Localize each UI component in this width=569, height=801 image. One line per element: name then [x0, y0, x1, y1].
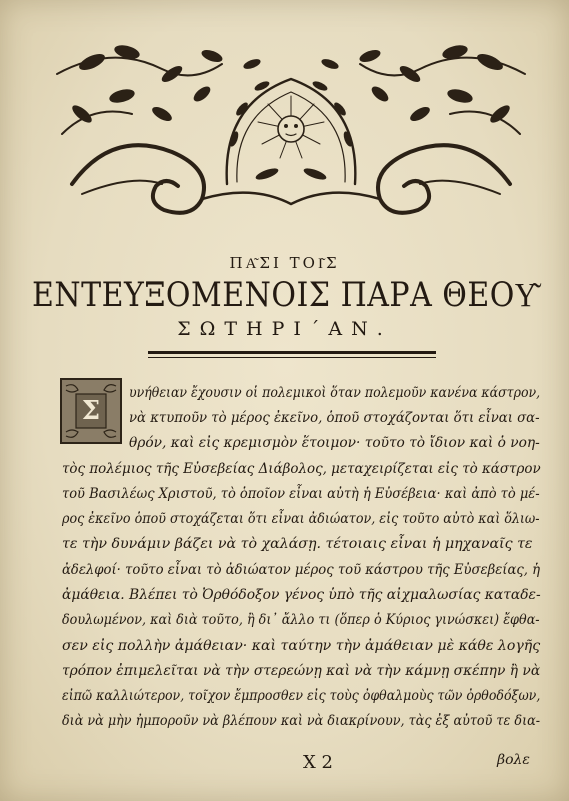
double-rule-thin [148, 357, 436, 358]
text-line: τε τὴν δυνάμιν βάζει νὰ τὸ χαλάσῃ. τέτοιαις εἶναι ἡ μηχαναῖς τε [62, 536, 533, 552]
dedication-line-1: ΠΑ͂ΣΙ ΤΟΙ͂Σ [229, 254, 340, 272]
text-line: εἰπῶ καλλιώτερον, τοῖχον ἔμπροσθεν εἰς τοὺς ὀφθαλμοὺς τῶν ὀρθοδόξων, [62, 688, 541, 704]
dedication-title: ΕΝΤΕΥΞΟΜΕΝΟΙΣ ΠΑΡΑ ΘΕΟΥ͂ [31, 276, 538, 316]
text-line: δουλωμένον, καὶ διὰ τοῦτο, ἢ δι᾽ ἄλλο τι (ὅπερ ὁ Κύριος γινώσκει) ἔφθα- [62, 612, 540, 628]
floral-sun-headpiece-ornament [52, 34, 530, 220]
text-line: ἀδελφοί· τοῦτο εἶναι τὸ ἀδιώατον μέρος τοῦ κάστρου τῆς Εὐσεβείας, ἡ [62, 562, 541, 578]
catchword: βολε [497, 752, 530, 768]
text-line: σεν εἰς πολλὴν ἀμάθειαν· καὶ ταύτην τὴν ἀμάθειαν μὲ κάθε λογῆς [62, 638, 541, 654]
text-line: διὰ νὰ μὴν ἠμποροῦν νὰ βλέπουν καὶ νὰ διακρίνουν, τὰς ἐξ αὐτοῦ τε δια- [62, 713, 541, 729]
text-line: τοῦ Βασιλέως Χριστοῦ, τὸ ὁποῖον εἶναι αὐτὴ ἡ Εὐσέβεια· καὶ ἀπὸ τὸ μέ- [62, 486, 540, 502]
initial-letter: Σ [81, 396, 101, 426]
text-line: ρος ἐκεῖνο ὁποῦ στοχάζεται ὅτι εἶναι ἀδιώατον, εἰς τοῦτο αὐτὸ καὶ ὅλιω- [62, 511, 540, 527]
text-line: υνήθειαν ἔχουσιν οἱ πολεμικοὶ ὅταν πολεμοῦν κανένα κάστρον, [129, 385, 541, 401]
text-line: τὸς πολέμιος τῆς Εὐσεβείας Διάβολος, μεταχειρίζεται εἰς τὸ κάστρον [62, 461, 541, 477]
signature-mark: Χ 2 [303, 752, 333, 773]
text-line: θρόν, καὶ εἰς κρεμισμὸν ἕτοιμον· τοῦτο τὸ ἴδιον καὶ ὁ νοη- [129, 435, 540, 451]
dedication-line-3: ΣΩΤΗΡΙ΄ΑΝ. [177, 318, 392, 340]
text-line: ἀμάθεια. Βλέπει τὸ Ὀρθόδοξον γένος ὑπὸ τῆς αἰχμαλωσίας καταδε- [62, 587, 541, 603]
headpiece-ornament-icon [52, 34, 530, 220]
text-line: τρόπον ἐπιμελεῖται νὰ τὴν στερεώνῃ καὶ νὰ τὴν κάμνῃ σκέπην ἢ νὰ [62, 663, 541, 679]
double-rule-thick [148, 351, 436, 354]
ornamental-initial [60, 378, 122, 444]
text-line: νὰ κτυποῦν τὸ μέρος ἐκεῖνο, ὁποῦ στοχάζονται ὅτι εἶναι σα- [129, 410, 540, 426]
